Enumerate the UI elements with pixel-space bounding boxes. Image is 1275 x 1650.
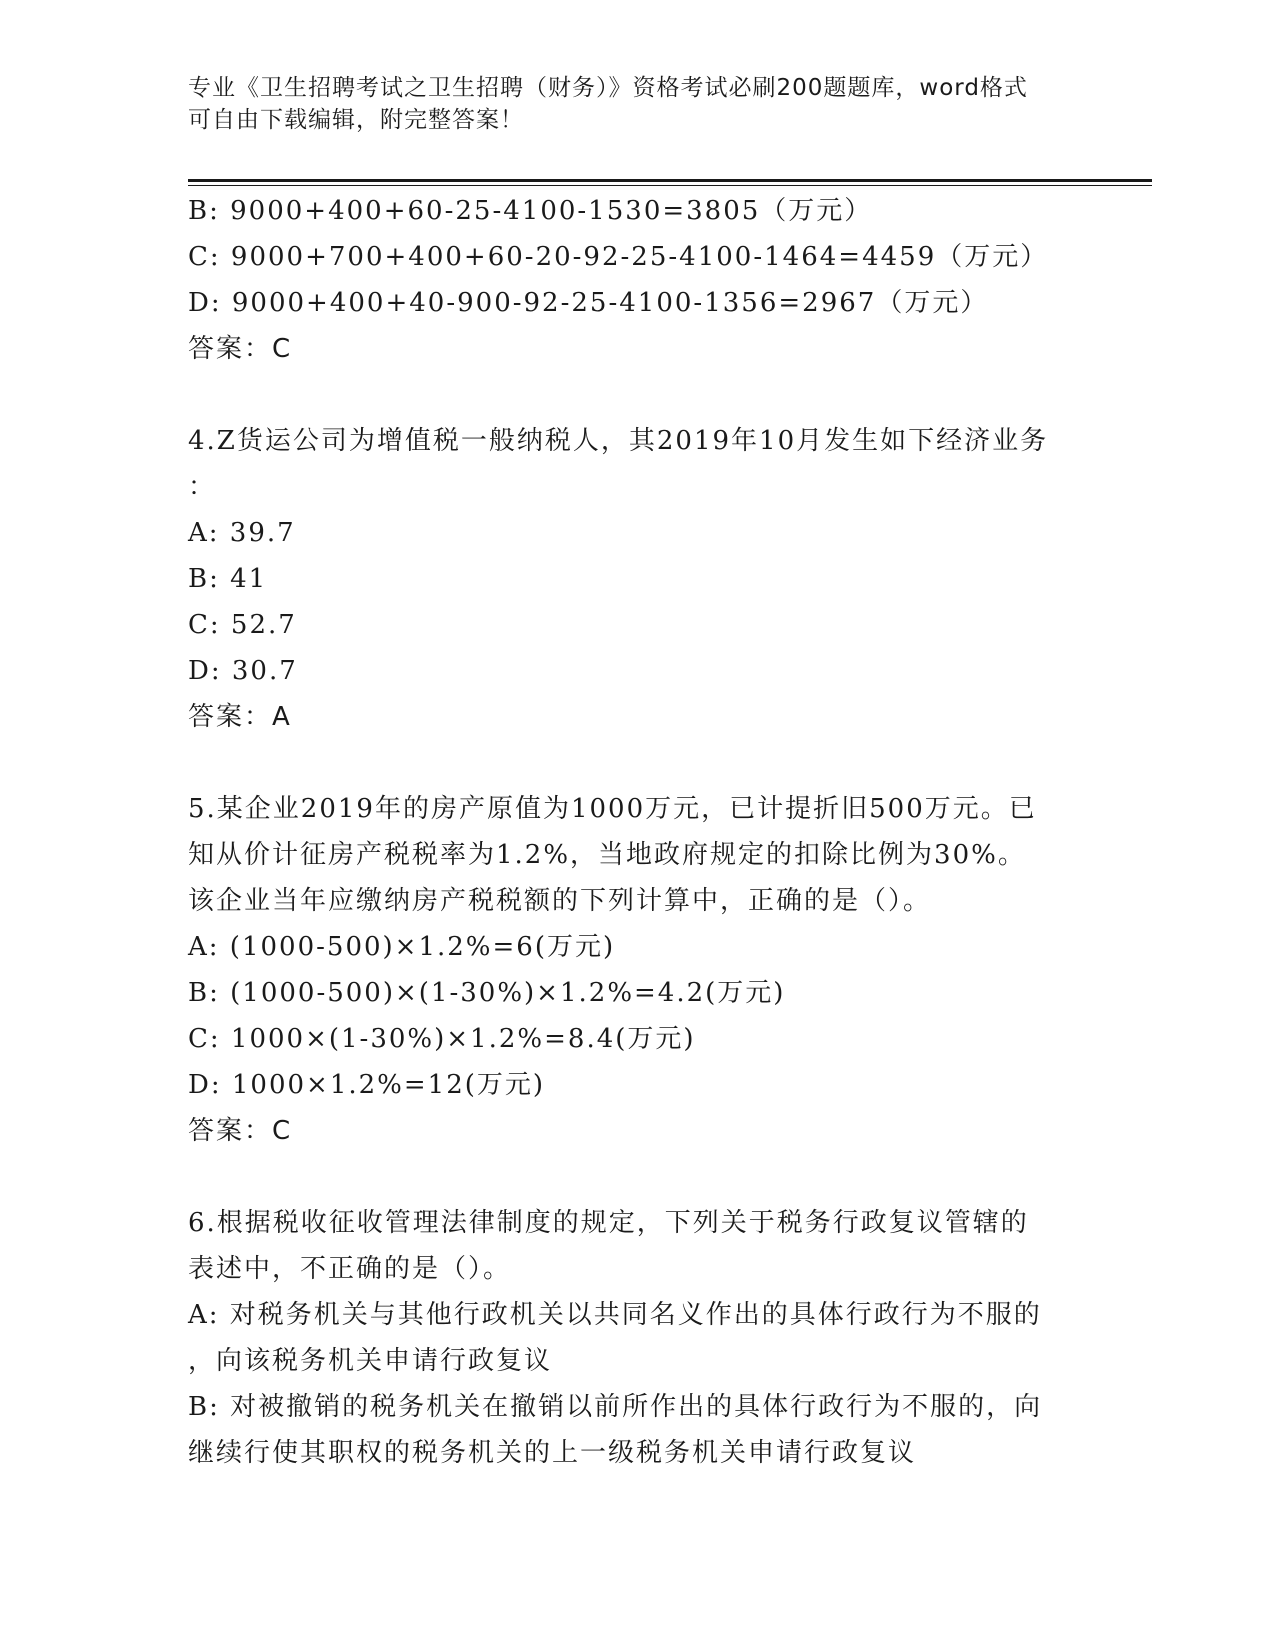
q3-option-b: B: 9000+400+60-25-4100-1530=3805（万元）	[188, 196, 873, 226]
header-divider-thin	[188, 185, 1152, 186]
document-body	[188, 188, 1088, 1476]
question-3-block	[188, 188, 1088, 372]
q5-option-b: B: (1000-500)×(1-30%)×1.2%=4.2(万元)	[188, 978, 786, 1008]
q4-stem-line1: 4.Z货运公司为增值税一般纳税人，其2019年10月发生如下经济业务	[188, 426, 1049, 456]
q6-stem-line2: 表述中，不正确的是（）。	[188, 1254, 512, 1284]
question-4-block	[188, 418, 1088, 740]
header-title-line2: 可自由下载编辑，附完整答案！	[188, 107, 524, 133]
q6-option-a-line1: A: 对税务机关与其他行政机关以共同名义作出的具体行政行为不服的	[188, 1300, 1042, 1330]
header-title-line1: 专业《卫生招聘考试之卫生招聘（财务）》资格考试必刷200题题库，word格式	[188, 75, 1028, 101]
q3-option-c: C: 9000+700+400+60-20-92-25-4100-1464=4459（万元）	[188, 242, 1049, 272]
q4-stem-line2: ：	[188, 472, 217, 502]
q6-option-a-line2: ，向该税务机关申请行政复议	[188, 1346, 553, 1376]
q4-option-b: B: 41	[188, 564, 268, 594]
q6-option-b-line2: 继续行使其职权的税务机关的上一级税务机关申请行政复议	[188, 1438, 917, 1468]
q5-option-d: D: 1000×1.2%=12(万元)	[188, 1070, 546, 1100]
spacer	[188, 372, 1088, 418]
q4-option-a: A: 39.7	[188, 518, 296, 548]
header-divider-thick	[188, 179, 1152, 182]
q5-stem-line1: 5.某企业2019年的房产原值为1000万元，已计提折旧500万元。已	[188, 794, 1037, 824]
q4-option-d: D: 30.7	[188, 656, 298, 686]
question-5-block	[188, 786, 1088, 1154]
q4-answer: 答案：A	[188, 702, 292, 732]
spacer	[188, 1154, 1088, 1200]
q3-answer: 答案：C	[188, 334, 293, 364]
spacer	[188, 740, 1088, 786]
q5-answer: 答案：C	[188, 1116, 293, 1146]
q3-option-d: D: 9000+400+40-900-92-25-4100-1356=2967（万元）	[188, 288, 989, 318]
q5-option-c: C: 1000×(1-30%)×1.2%=8.4(万元)	[188, 1024, 696, 1054]
q5-option-a: A: (1000-500)×1.2%=6(万元)	[188, 932, 616, 962]
document-header	[188, 72, 1068, 136]
q5-stem-line3: 该企业当年应缴纳房产税税额的下列计算中，正确的是（）。	[188, 886, 932, 916]
q6-stem-line1: 6.根据税收征收管理法律制度的规定，下列关于税务行政复议管辖的	[188, 1208, 1029, 1238]
q5-stem-line2: 知从价计征房产税税率为1.2%，当地政府规定的扣除比例为30%。	[188, 840, 1026, 870]
question-6-block	[188, 1200, 1088, 1476]
q6-option-b-line1: B: 对被撤销的税务机关在撤销以前所作出的具体行政行为不服的，向	[188, 1392, 1043, 1422]
q4-option-c: C: 52.7	[188, 610, 297, 640]
